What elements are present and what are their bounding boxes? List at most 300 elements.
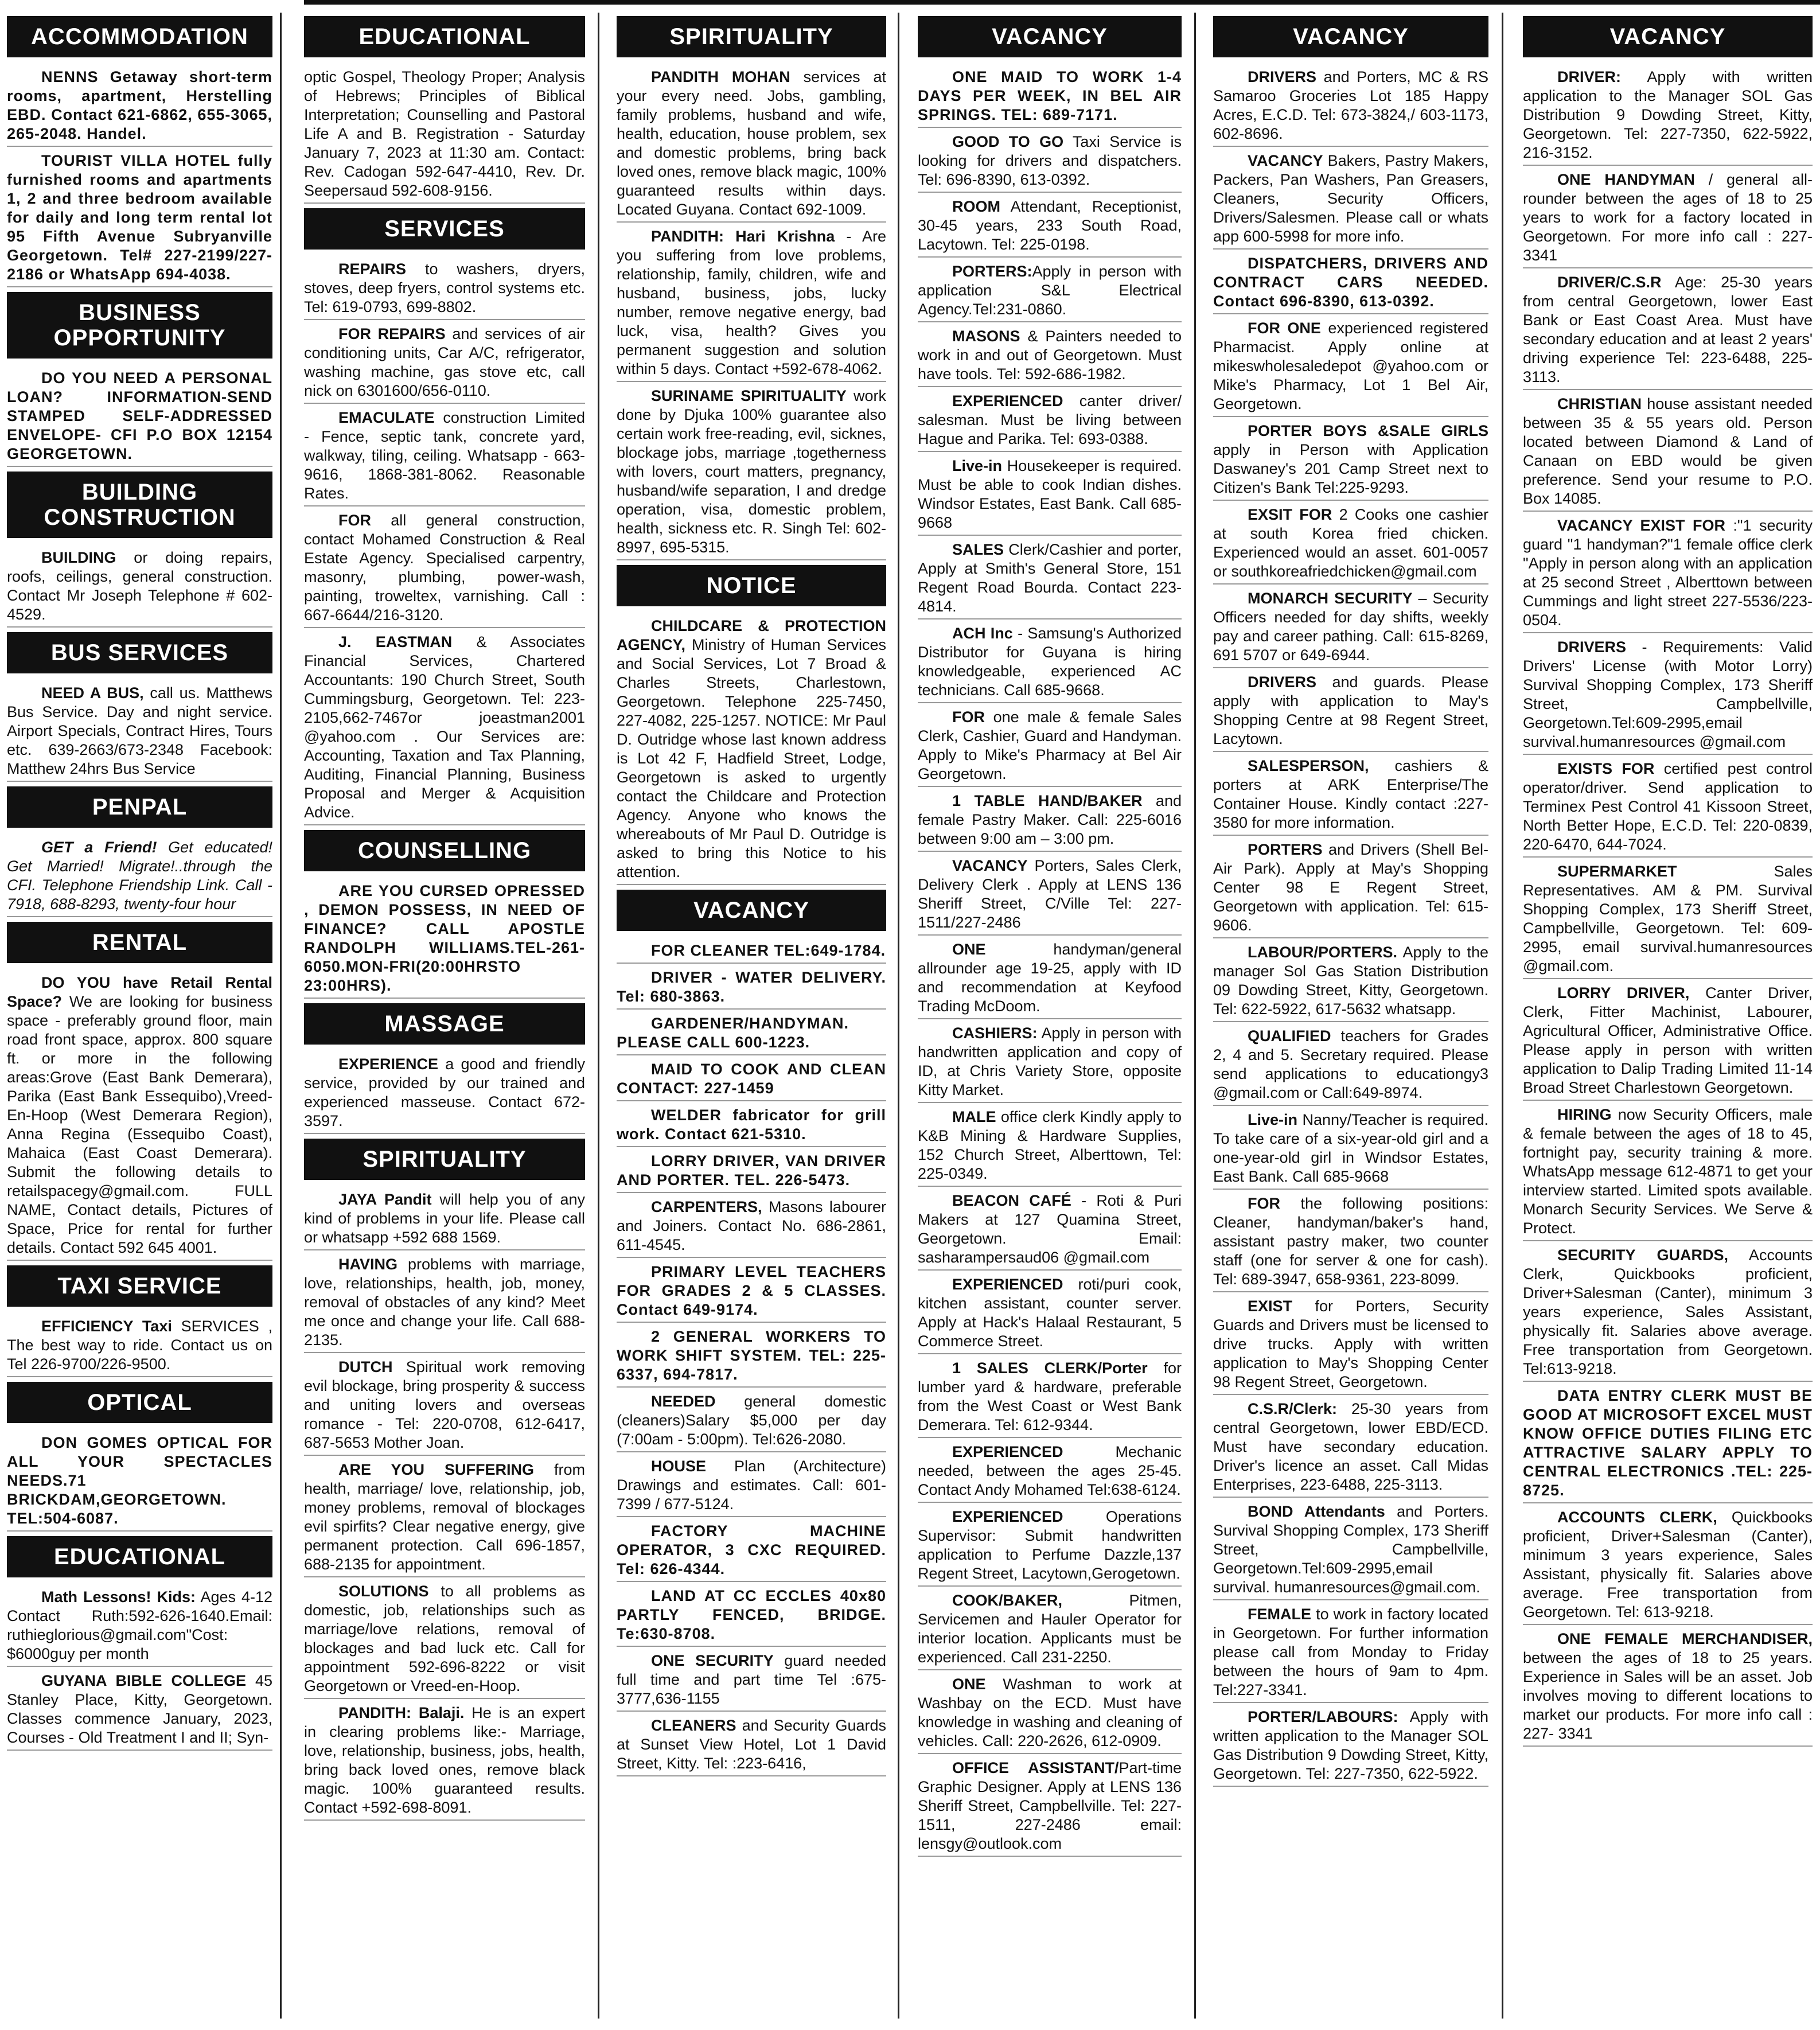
classified-ad bbox=[918, 1675, 1182, 1754]
classified-ad bbox=[1523, 516, 1813, 633]
classified-ad bbox=[1213, 68, 1488, 147]
ad-text: optic Gospel, Theology Proper; Analysis of Hebrews; Principles of Biblical Interpretation; Counselling and Pastoral Life A and B. Registration - Saturday January 7, 2023 at 11:30 am. Contact: Rev. Cadogan 592-647-4410, Rev. Dr. Seepersaud 592-608-9156. bbox=[304, 68, 585, 199]
classified-ad bbox=[1213, 151, 1488, 250]
ad-lead: FOR bbox=[1248, 1195, 1280, 1212]
classified-ad bbox=[918, 392, 1182, 452]
ad-lead: BEACON CAFÉ bbox=[952, 1192, 1071, 1209]
ad-lead: ONE bbox=[952, 1676, 986, 1693]
ad-lead: DRIVERS bbox=[1557, 638, 1627, 656]
classified-ad bbox=[617, 1716, 886, 1776]
ad-text: and Security Guards at Sunset View Hotel, Lot 1 David Street, Kitty. Tel: :223-6416, bbox=[617, 1717, 886, 1772]
ad-text: from health, marriage/ love, relationship, job, money problems, removal of blockages evil spirfits? Clear negative energy, give permanent protection. Call 696-1857, 688-2135 for appointment. bbox=[304, 1461, 585, 1573]
ad-lead: OFFICE ASSISTANT/ bbox=[952, 1759, 1119, 1776]
classified-ad bbox=[1523, 1630, 1813, 1747]
classified-ad bbox=[304, 1255, 585, 1353]
ad-text: roti/puri cook, kitchen assistant, counter server. Apply at Hack's Halaal Restaurant, 5 Commerce Street. bbox=[918, 1276, 1182, 1350]
classified-ad bbox=[304, 511, 585, 628]
ad-text: MAID TO COOK AND CLEAN CONTACT: 227-1459 bbox=[617, 1061, 886, 1097]
classified-ad bbox=[1213, 1400, 1488, 1498]
ad-text: canter driver/ salesman. Must be living between Hague and Parika. Tel: 693-0388. bbox=[918, 392, 1182, 447]
classified-ad bbox=[918, 540, 1182, 619]
ad-lead: ONE HANDYMAN bbox=[1557, 171, 1695, 188]
ad-text: services at your every need. Jobs, gambling, family problems, husband and wife, health, education, house problem, sex and domestic problems, bring back loved ones, remove black magic, 100% guaranteed results within days. Located Guyana. Contact 692-1009. bbox=[617, 68, 886, 218]
ad-lead: BOND Attendants bbox=[1248, 1503, 1385, 1520]
ad-lead: DRIVER: bbox=[1557, 68, 1622, 85]
ad-text: Apply with written application to the Manager SOL Gas Distribution 9 Dowding Street, Kitty, Georgetown. Tel: 227-7350, 622-5922, 216-3152. bbox=[1523, 68, 1813, 161]
classified-ad bbox=[617, 1060, 886, 1101]
ad-lead: COOK/BAKER, bbox=[952, 1592, 1063, 1609]
classified-ad bbox=[304, 408, 585, 506]
ad-text: Part-time Graphic Designer. Apply at LENS 136 Sheriff Street, Campbellville. Tel: 227-1511, 227-2486 email: lensgy@outlook.com bbox=[918, 1759, 1182, 1852]
classified-ad bbox=[1523, 395, 1813, 512]
ad-lead: VACANCY EXIST FOR bbox=[1557, 517, 1725, 534]
ad-text: LORRY DRIVER, VAN DRIVER AND PORTER. TEL. 226-5473. bbox=[617, 1152, 886, 1189]
section-heading: OPTICAL bbox=[7, 1382, 272, 1423]
ad-text: Bakers, Pastry Makers, Packers, Pan Washers, Pan Greasers, Cleaners, Security Officers, Drivers/Salesmen. Please call or whats app 600-5998 for more info. bbox=[1213, 152, 1488, 245]
classified-ad bbox=[304, 1190, 585, 1250]
classified-ad bbox=[918, 133, 1182, 193]
ad-text: or doing repairs, roofs, ceilings, general construction. Contact Mr Joseph Telephone # 602-4529. bbox=[7, 549, 272, 623]
ad-text: GARDENER/HANDYMAN. PLEASE CALL 600-1223. bbox=[617, 1015, 849, 1051]
ad-lead: EXSIT FOR bbox=[1248, 506, 1332, 523]
classified-ad bbox=[1213, 673, 1488, 752]
ad-text: DATA ENTRY CLERK MUST BE GOOD AT MICROSOFT EXCEL MUST KNOW OFFICE DUTIES FILING ETC ATTRACTIVE SALARY APPLY TO CENTRAL ELECTRONICS .TEL: 225-8725. bbox=[1523, 1387, 1813, 1499]
ad-text: and guards. Please apply with application to May's Shopping Centre at 98 Regent Street, Lacytown. bbox=[1213, 673, 1488, 747]
ad-text: Mechanic needed, between the ages 25-45. Contact Andy Mohamed Tel:638-6124. bbox=[918, 1443, 1182, 1498]
ad-lead: GUYANA BIBLE COLLEGE bbox=[41, 1672, 246, 1689]
classified-ad bbox=[918, 1759, 1182, 1857]
ad-lead: LABOUR/PORTERS. bbox=[1248, 944, 1398, 961]
ad-text: Age: 25-30 years from central Georgetown, lower East Bank or East Coast Area. Must have secondary education and at least 2 years' driving experience Tel: 223-6488, 225-3113. bbox=[1523, 274, 1813, 385]
ad-text: & Associates Financial Services, Chartered Accountants: 190 Church Street, South Cummingsburg, Georgetown. Tel: 223-2105,662-7467or joeastman2001 @yahoo.com . Our Services are: Accounting, Taxation and Tax Planning, Auditing, Financial Planning, Business Proposal and Merger & Acquisition Advice. bbox=[304, 633, 585, 821]
ad-lead: PORTER BOYS &SALE GIRLS bbox=[1248, 422, 1488, 439]
classified-ad bbox=[1213, 589, 1488, 668]
column-5 bbox=[1213, 13, 1488, 2019]
ad-text: 45 Stanley Place, Kitty, Georgetown. Classes commence January, 2023, Courses - Old Treatment I and II; Syn- bbox=[7, 1672, 272, 1746]
classified-ad bbox=[617, 1651, 886, 1712]
ad-lead: CARPENTERS, bbox=[651, 1198, 762, 1215]
ad-text: :"1 security guard "1 handyman?"1 female office clerk "Apply in person along with an application at 25 second Street , Alberttown between Cummings and light street 227-5536/223-0504. bbox=[1523, 517, 1813, 629]
ad-lead: DRIVER/C.S.R bbox=[1557, 274, 1662, 291]
classified-ad bbox=[918, 792, 1182, 852]
ad-text: LAND AT CC ECCLES 40x80 PARTLY FENCED, BRIDGE. Te:630-8708. bbox=[617, 1587, 886, 1642]
ad-text: Apply in person with handwritten application and copy of ID, at Chris Variety Store, opposite Kitty Market. bbox=[918, 1024, 1182, 1098]
ad-text: to washers, dryers, stoves, deep fryers, control systems etc. Tel: 619-0793, 699-8802. bbox=[304, 260, 585, 315]
ad-text: between the ages of 18 to 25 years. Experience in Sales will be an asset. Job involves moving to different locations to market our products. For more info call : 227- 3341 bbox=[1523, 1649, 1813, 1742]
section-heading: ACCOMMODATION bbox=[7, 16, 272, 57]
ad-text: Masons labourer and Joiners. Contact No. 686-2861, 611-4545. bbox=[617, 1198, 886, 1253]
ad-lead: C.S.R/Clerk: bbox=[1248, 1400, 1338, 1417]
ad-text: for Porters, Security Guards and Drivers must be licensed to drive trucks. Apply with written application to May's Shopping Center 98 Regent Street, Georgetown. bbox=[1213, 1298, 1488, 1390]
ad-text: Housekeeper is required. Must be able to cook Indian dishes. Windsor Estates, East Bank. Call 685-9668 bbox=[918, 457, 1182, 531]
ad-text: NENNS Getaway short-term rooms, apartment, Herstelling EBD. Contact 621-6862, 655-3065, 265-2048. Handel. bbox=[7, 68, 272, 142]
classified-ad bbox=[617, 617, 886, 885]
ad-text: for lumber yard & hardware, preferable from the West Coast or West Bank Demerara. Tel: 612-9344. bbox=[918, 1359, 1182, 1433]
ad-lead: EMACULATE bbox=[338, 409, 435, 426]
ad-text: now Security Officers, male & female between the ages of 18 to 45, fortnight pay, security training & more. WhatsApp message 612-4871 to get your interview started. Limited spots available. Monarch Security Services. We Serve & Protect. bbox=[1523, 1106, 1813, 1237]
ad-lead: ACCOUNTS CLERK, bbox=[1557, 1509, 1717, 1526]
classified-ad bbox=[7, 548, 272, 628]
ad-text: and female Pastry Maker. Call: 225-6016 between 9:00 am – 3:00 pm. bbox=[918, 792, 1182, 847]
ad-lead: CHRISTIAN bbox=[1557, 395, 1642, 412]
section-heading: VACANCY bbox=[1523, 16, 1813, 57]
section-heading: BUILDING CONSTRUCTION bbox=[7, 472, 272, 538]
column-divider bbox=[898, 13, 899, 2019]
classified-ad bbox=[617, 1152, 886, 1193]
ad-text: He is an expert in clearing problems like:- Marriage, love, relationship, business, jobs, health, bring back loved ones, remove black magic. 100% guaranteed results. Contact +592-698-8091. bbox=[304, 1704, 585, 1816]
ad-text: Washman to work at Washbay on the ECD. Must have knowledge in washing and cleaning of vehicles. Call: 220-2626, 612-0909. bbox=[918, 1676, 1182, 1750]
ad-text: a good and friendly service, provided by our trained and experienced masseuse. Contact 672-3597. bbox=[304, 1055, 585, 1129]
ad-lead: FOR ONE bbox=[1248, 319, 1321, 337]
ad-lead: FOR bbox=[952, 708, 985, 726]
classified-ad bbox=[304, 325, 585, 404]
ad-text: work done by Djuka 100% guarantee also certain work free-reading, evil, sicknes, blockage jobs, marriage ,togetherness with lovers, court matters, pregnancy, husband/wife separation, I and dredge operation, visa, domestic problem, health, sickness etc. R. Singh Tel: 602-8997, 695-5315. bbox=[617, 387, 886, 556]
ad-lead: Live-in bbox=[1248, 1111, 1298, 1128]
ad-lead: CHILDCARE & PROTECTION AGENCY, bbox=[617, 617, 886, 653]
ad-lead: ONE SECURITY bbox=[651, 1652, 774, 1669]
ad-text: - Samsung's Authorized Distributor for Guyana is hiring knowledgeable, experienced AC technicians. Call 685-9668. bbox=[918, 625, 1182, 699]
ad-lead: 1 SALES CLERK/Porter bbox=[952, 1359, 1148, 1377]
ad-lead: DO YOU have Retail Rental Space? bbox=[7, 974, 272, 1010]
ad-lead: PANDITH MOHAN bbox=[651, 68, 790, 85]
ad-lead: FOR REPAIRS bbox=[338, 325, 446, 342]
ad-text: FOR CLEANER TEL:649-1784. bbox=[651, 942, 886, 959]
classified-ad bbox=[918, 1191, 1182, 1271]
classified-ad bbox=[918, 1443, 1182, 1503]
section-heading: BUS SERVICES bbox=[7, 632, 272, 673]
ad-text: all general construction, contact Mohamed Construction & Real Estate Agency. Specialised carpentry, masonry, plumbing, power-wash, painting, troweltex, varnishing. Call : 667-6644/216-3120. bbox=[304, 512, 585, 624]
ad-lead: ONE bbox=[952, 941, 986, 958]
ad-text: guard needed full time and part time Tel :675-3777,636-1155 bbox=[617, 1652, 886, 1707]
classified-ad bbox=[1213, 1111, 1488, 1190]
ad-lead: EXISTS FOR bbox=[1557, 760, 1655, 777]
section-heading: BUSINESS OPPORTUNITY bbox=[7, 292, 272, 359]
section-heading: VACANCY bbox=[617, 890, 886, 931]
ad-lead: GOOD TO GO bbox=[952, 133, 1064, 150]
ad-lead: ARE YOU SUFFERING bbox=[338, 1461, 534, 1478]
ad-lead: PORTERS bbox=[1248, 841, 1323, 858]
classified-ad bbox=[1213, 254, 1488, 314]
ad-text: Clerk/Cashier and porter, Apply at Smith's General Store, 151 Regent Road Bourda. Contact 223-4814. bbox=[918, 541, 1182, 615]
ad-lead: EXPERIENCED bbox=[952, 1508, 1063, 1525]
ad-text: Porters, Sales Clerk, Delivery Clerk . Apply at LENS 136 Sheriff Street, C/Ville Tel: 227-1511/227-2486 bbox=[918, 857, 1182, 931]
classified-ad bbox=[1523, 759, 1813, 858]
section-heading: SERVICES bbox=[304, 208, 585, 250]
ad-text: Quickbooks proficient, Driver+Salesman (Canter), minimum 3 years experience, Sales Assistant, physically fit. Salaries above average. Free transportation from Georgetown. Tel: 613-9218. bbox=[1523, 1509, 1813, 1620]
classified-ad bbox=[7, 369, 272, 467]
classified-ad bbox=[1523, 862, 1813, 979]
ad-lead: ONE FEMALE MERCHANDISER, bbox=[1557, 1630, 1813, 1647]
ad-lead: PORTER/LABOURS: bbox=[1248, 1708, 1398, 1725]
ad-text: handyman/general allrounder age 19-25, apply with ID and recommendation at Keyfood Trading McDoom. bbox=[918, 941, 1182, 1015]
classified-ad bbox=[7, 684, 272, 782]
ad-text: Ministry of Human Services and Social Services, Lot 7 Broad & Charles Streets, Charlestown, Georgetown. Telephone 225-7450, 227-4082, 225-1257. NOTICE: Mr Paul D. Outridge whose last known address is Lot 42 F, Hadfield Street, Lodge, Georgetown is asked to urgently contact the Childcare and Protection Agency. Anyone who knows the whereabouts of Mr Paul D. Outridge is asked to bring this Notice to his attention. bbox=[617, 636, 886, 880]
ad-lead: Math Lessons! Kids: bbox=[41, 1588, 196, 1606]
ad-text: TOURIST VILLA HOTEL fully furnished rooms and apartments 1, 2 and three bedroom available for daily and long term rental lot 95 Fifth Avenue Subryanville Georgetown. Tel# 227-2199/227-2186 or WhatsApp 694-4038. bbox=[7, 152, 272, 283]
classified-ad bbox=[1213, 505, 1488, 585]
classified-ad bbox=[617, 1327, 886, 1388]
ad-lead: 1 TABLE HAND/BAKER bbox=[952, 792, 1143, 809]
ad-lead: LORRY DRIVER, bbox=[1557, 984, 1690, 1002]
classified-ad bbox=[1213, 1605, 1488, 1703]
classified-ad bbox=[918, 327, 1182, 387]
ad-text: SERVICES , The best way to ride. Contact us on Tel 226-9700/226-9500. bbox=[7, 1318, 272, 1373]
classified-ad bbox=[304, 260, 585, 320]
classified-ad bbox=[7, 1317, 272, 1377]
ad-text: cashiers & porters at ARK Enterprise/The Container House. Kindly contact :227-3580 for more information. bbox=[1213, 757, 1488, 831]
ad-lead: EXPERIENCED bbox=[952, 392, 1063, 410]
ad-lead: JAYA Pandit bbox=[338, 1191, 432, 1208]
section-heading: VACANCY bbox=[1213, 16, 1488, 57]
classified-ad bbox=[617, 1522, 886, 1582]
classified-ad bbox=[1213, 1708, 1488, 1787]
classified-ad bbox=[1213, 319, 1488, 417]
classified-ad bbox=[918, 1507, 1182, 1587]
ad-text: Accounts Clerk, Quickbooks proficient, Driver+Salesman (Canter), minimum 3 years experience, Sales Assistant, physically fit. Salaries above average. Free transportation from Georgetown. Tel:613-9218. bbox=[1523, 1246, 1813, 1377]
classified-ad bbox=[1523, 1105, 1813, 1241]
section-heading: EDUCATIONAL bbox=[304, 16, 585, 57]
classified-ad bbox=[617, 1587, 886, 1647]
ad-lead: MASONS bbox=[952, 328, 1020, 345]
ad-lead: CASHIERS: bbox=[952, 1024, 1038, 1042]
ad-text: will help you of any kind of problems in your life. Please call or whatsapp +592 688 1569. bbox=[304, 1191, 585, 1246]
classified-ad bbox=[918, 68, 1182, 128]
ad-lead: EXPERIENCED bbox=[952, 1443, 1063, 1460]
ad-text: teachers for Grades 2, 4 and 5. Secretary required. Please send applications to educationgy3 @gmail.com or Call:649-8974. bbox=[1213, 1027, 1488, 1101]
classified-ad bbox=[304, 1055, 585, 1134]
ad-lead: HAVING bbox=[338, 1256, 398, 1273]
section-heading: SPIRITUALITY bbox=[304, 1139, 585, 1180]
column-6 bbox=[1523, 13, 1813, 2019]
ad-text: Ages 4-12 Contact Ruth:592-626-1640.Email: ruthieglorious@gmail.com"Cost: $6000guy per month bbox=[7, 1588, 272, 1662]
ad-lead: MALE bbox=[952, 1108, 996, 1125]
ad-text: FACTORY MACHINE OPERATOR, 3 CXC REQUIRED. Tel: 626-4344. bbox=[617, 1522, 886, 1577]
ad-text: DRIVER - WATER DELIVERY. Tel: 680-3863. bbox=[617, 969, 886, 1005]
column-2 bbox=[304, 13, 585, 2019]
section-heading: COUNSELLING bbox=[304, 830, 585, 871]
classified-ad bbox=[7, 151, 272, 287]
classified-ad bbox=[1213, 1502, 1488, 1600]
ad-text: Sales Representatives. AM & PM. Survival Shopping Complex, 173 Sheriff Street, Campbellville, Georgetown. Tel: 609-2995, email survival.humanresources @gmail.com. bbox=[1523, 863, 1813, 975]
section-heading: VACANCY bbox=[918, 16, 1182, 57]
classified-ad bbox=[617, 968, 886, 1010]
ad-lead: MONARCH SECURITY bbox=[1248, 590, 1413, 607]
ad-text: Plan (Architecture) Drawings and estimates. Call: 601-7399 / 677-5124. bbox=[617, 1458, 886, 1513]
ad-text: construction Limited - Fence, septic tank, concrete yard, walkway, tiling, ceiling. Whatsapp - 663-9616, 1868-381-8062. Reasonable Rates. bbox=[304, 409, 585, 502]
column-1 bbox=[7, 13, 272, 2019]
section-heading: NOTICE bbox=[617, 565, 886, 606]
classified-ad bbox=[1523, 68, 1813, 166]
classified-ad bbox=[617, 1457, 886, 1517]
ad-text: Apply with written application to the Manager SOL Gas Distribution 9 Dowding Street, Kitty, Georgetown. Tel: 227-7350, 622-5922. bbox=[1213, 1708, 1488, 1782]
ad-lead: HOUSE bbox=[651, 1458, 707, 1475]
column-divider bbox=[1194, 13, 1196, 2019]
ad-lead: HIRING bbox=[1557, 1106, 1612, 1123]
ad-text: Get educated! Get Married! Migrate!..through the CFI. Telephone Friendship Link. Call - 7918, 688-8293, twenty-four hour bbox=[7, 839, 272, 913]
classified-ad bbox=[918, 457, 1182, 536]
ad-text: Taxi Service is looking for drivers and dispatchers. Tel: 696-8390, 613-0392. bbox=[918, 133, 1182, 188]
ad-lead: DRIVERS bbox=[1248, 68, 1317, 85]
ad-lead: SURINAME SPIRITUALITY bbox=[651, 387, 847, 404]
classified-ad bbox=[617, 1106, 886, 1147]
ad-text: certified pest control operator/driver. Send application to Terminex Pest Control 41 Kissoon Street, North Better Hope, E.C.D. Tel: 220-0839, 220-6470, 644-7024. bbox=[1523, 760, 1813, 853]
classified-ad bbox=[617, 68, 886, 223]
ad-lead: PANDITH: Hari Krishna bbox=[651, 228, 835, 245]
ad-lead: BUILDING bbox=[41, 549, 116, 566]
section-heading: MASSAGE bbox=[304, 1003, 585, 1045]
ad-text: - Are you suffering from love problems, relationship, family, children, wife and husband, business, jobs, lucky number, remove negative energy, bad luck, visa, health? Gives you permanent suggestion and solution within 5 days. Contact +592-678-4062. bbox=[617, 228, 886, 377]
ad-text: to all problems as domestic, job, relationships such as marriage/love relations, removal of blockages and bad luck etc. Call for appointment 592-696-8222 or visit Georgetown or Vreed-en-Hoop. bbox=[304, 1583, 585, 1694]
ad-text: DO YOU NEED A PERSONAL LOAN? INFORMATION-SEND STAMPED SELF-ADDRESSED ENVELOPE- CFI P.O BOX 12154 GEORGETOWN. bbox=[7, 369, 272, 462]
ad-lead: VACANCY bbox=[952, 857, 1028, 874]
ad-lead: QUALIFIED bbox=[1248, 1027, 1331, 1045]
ad-text: and Drivers (Shell Bel-Air Park). Apply at May's Shopping Center 98 E Regent Street, Georgetown with application. Tel: 615-9606. bbox=[1213, 841, 1488, 934]
ad-text: ONE MAID TO WORK 1-4 DAYS PER WEEK, IN BEL AIR SPRINGS. TEL: 689-7171. bbox=[918, 68, 1182, 123]
classified-ad bbox=[304, 68, 585, 204]
column-4 bbox=[918, 13, 1182, 2019]
classified-ad bbox=[918, 1108, 1182, 1187]
ad-lead: ROOM bbox=[952, 198, 1000, 215]
ad-text: Nanny/Teacher is required. To take care of a six-year-old girl and a one-year-old girl in Windsor Estates, East Bank. Call 685-9668 bbox=[1213, 1111, 1488, 1185]
ad-text: Attendant, Receptionist, 30-45 years, 233 South Road, Lacytown. Tel: 225-0198. bbox=[918, 198, 1182, 253]
ad-text: one male & female Sales Clerk, Cashier, Guard and Handyman. Apply to Mike's Pharmacy at Bel Air Georgetown. bbox=[918, 708, 1182, 782]
classified-ad bbox=[7, 973, 272, 1261]
ad-text: – Security Officers needed for day shifts, weekly pay and career pathing. Call: 615-8269, 691 5707 or 649-6944. bbox=[1213, 590, 1488, 664]
ad-text: Pitmen, Servicemen and Hauler Operator for interior location. Applicants must be experienced. Call 231-2250. bbox=[918, 1592, 1182, 1666]
ad-text: - Roti & Puri Makers at 127 Quamina Street, Georgetown. Email: sasharampersaud06 @gmail.com bbox=[918, 1192, 1182, 1266]
ad-text: to work in factory located in Georgetown. For further information please call from Monday to Friday between the hours of 9am to 4pm. Tel:227-3341. bbox=[1213, 1606, 1488, 1698]
classified-ad bbox=[304, 633, 585, 825]
ad-lead: FEMALE bbox=[1248, 1606, 1311, 1623]
ad-lead: DUTCH bbox=[338, 1358, 393, 1376]
ad-text: DISPATCHERS, DRIVERS AND CONTRACT CARS NEEDED. Contact 696-8390, 613-0392. bbox=[1213, 255, 1488, 310]
ad-text: Apply in person with application S&L Electrical Agency.Tel:231-0860. bbox=[918, 263, 1182, 318]
section-heading: EDUCATIONAL bbox=[7, 1536, 272, 1577]
ad-lead: SOLUTIONS bbox=[338, 1583, 429, 1600]
ad-text: Operations Supervisor: Submit handwritten application to Perfume Dazzle,137 Regent Street, Lacytown,Gerogetown. bbox=[918, 1508, 1182, 1582]
ad-text: 25-30 years from central Georgetown, lower EBD/ECD. Must have secondary education. Driver's licence an asset. Call Midas Enterprises, 223-6488, 225-3113. bbox=[1213, 1400, 1488, 1493]
column-3 bbox=[617, 13, 886, 2019]
ad-lead: EXPERIENCED bbox=[952, 1276, 1063, 1293]
ad-lead: NEED A BUS, bbox=[41, 684, 144, 702]
classified-ad bbox=[7, 68, 272, 147]
ad-text: house assistant needed between 35 & 55 years old. Person located between Diamond & Land of Canaan on EBD would be given preference. Send your resume to P.O. Box 14085. bbox=[1523, 395, 1813, 507]
ad-text: apply in Person with Application Daswaney's 201 Camp Street next to Citizen's Bank Tel:225-9293. bbox=[1213, 441, 1488, 496]
ad-lead: DRIVERS bbox=[1248, 673, 1317, 691]
ad-text: call us. Matthews Bus Service. Day and night service. Airport Specials, Contract Hires, Tours etc. 639-2663/673-2348 Facebook: Matthew 24hrs Bus Service bbox=[7, 684, 272, 777]
classified-ad bbox=[1213, 1027, 1488, 1106]
ad-text: Apply to the manager Sol Gas Station Distribution 09 Dowding Street, Kitty, Georgetown. Tel: 622-5922, 617-5632 whatsapp. bbox=[1213, 944, 1488, 1018]
ad-lead: SUPERMARKET bbox=[1557, 863, 1677, 880]
ad-lead: EXPERIENCE bbox=[338, 1055, 439, 1073]
section-heading: SPIRITUALITY bbox=[617, 16, 886, 57]
ad-lead: NEEDED bbox=[651, 1393, 716, 1410]
ad-text: Canter Driver, Clerk, Fitter Machinist, Labourer, Agricultural Officer, Administrative Office. Please apply in person with written application to Dalip Trading Limited 11-14 Broad Street Charlestown Georgetown. bbox=[1523, 984, 1813, 1096]
classified-ad bbox=[304, 1460, 585, 1577]
classified-ad bbox=[1523, 984, 1813, 1101]
classified-ad bbox=[918, 197, 1182, 258]
classified-ad bbox=[617, 941, 886, 964]
ad-text: and Porters. Survival Shopping Complex, 173 Sheriff Street, Campbellville, Georgetown.Tel:609-2995,email survival. humanresources@gmail.com. bbox=[1213, 1503, 1488, 1596]
ad-text: - Requirements: Valid Drivers' License (with Motor Lorry) Survival Shopping Complex, 173 Sheriff Street, Campbellville, Georgetown.Tel:609-2995,email survival.humanresources @gmail.com bbox=[1523, 638, 1813, 750]
ad-text: Spiritual work removing evil blockage, bring prosperity & success and uniting lovers and overseas romance - Tel: 220-0708, 612-6417, 687-5653 Mother Joan. bbox=[304, 1358, 585, 1451]
classified-ad bbox=[918, 1359, 1182, 1438]
ad-lead: Live-in bbox=[952, 457, 1003, 474]
ad-text: DON GOMES OPTICAL FOR ALL YOUR SPECTACLES NEEDS.71 BRICKDAM,GEORGETOWN. TEL:504-6087. bbox=[7, 1434, 272, 1527]
classified-ad bbox=[1523, 1386, 1813, 1503]
classified-ad bbox=[1523, 170, 1813, 268]
classified-ad bbox=[617, 227, 886, 382]
classified-ad bbox=[1213, 422, 1488, 501]
classified-ad bbox=[918, 708, 1182, 787]
ad-text: experienced registered Pharmacist. Apply online at mikeswholesaledepot @yahoo.com or Mike's Pharmacy, Lot 1 Bel Air, Georgetown. bbox=[1213, 319, 1488, 412]
ad-lead: VACANCY bbox=[1248, 152, 1323, 169]
ad-text: and services of air conditioning units, Car A/C, refrigerator, washing machine, gas stove etc, call nick on 6301600/656-0110. bbox=[304, 325, 585, 399]
classified-ad bbox=[1213, 840, 1488, 938]
ad-lead: SALES bbox=[952, 541, 1004, 558]
ad-text: / general all-rounder between the ages of 18 to 25 years to work for a factory located in Georgetown. For more info call : 227- 3341 bbox=[1523, 171, 1813, 264]
classified-ad bbox=[617, 1392, 886, 1452]
column-divider bbox=[598, 13, 599, 2019]
ad-lead: EXIST bbox=[1248, 1298, 1293, 1315]
classified-ad bbox=[918, 624, 1182, 703]
classified-ad bbox=[918, 940, 1182, 1019]
ad-lead: SECURITY GUARDS, bbox=[1557, 1246, 1728, 1264]
classified-ad bbox=[7, 838, 272, 917]
section-heading: RENTAL bbox=[7, 922, 272, 963]
ad-lead: REPAIRS bbox=[338, 260, 407, 278]
section-heading: PENPAL bbox=[7, 786, 272, 828]
classified-ad bbox=[1523, 638, 1813, 755]
classified-ad bbox=[918, 1024, 1182, 1103]
classified-ad bbox=[304, 1582, 585, 1699]
ad-text: general domestic (cleaners)Salary $5,000 per day (7:00am - 5:00pm). Tel:626-2080. bbox=[617, 1393, 886, 1448]
ad-text: 2 GENERAL WORKERS TO WORK SHIFT SYSTEM. TEL: 225-6337, 694-7817. bbox=[617, 1328, 886, 1383]
ad-text: PRIMARY LEVEL TEACHERS FOR GRADES 2 & 5 CLASSES. Contact 649-9174. bbox=[617, 1263, 886, 1318]
classified-ad bbox=[1523, 1246, 1813, 1382]
ad-text: the following positions: Cleaner, handyman/baker's hand, assistant pastry maker, two counter staff (one for server & one for cash). Tel: 689-3947, 658-9361, 223-8099. bbox=[1213, 1195, 1488, 1288]
ad-lead: SALESPERSON, bbox=[1248, 757, 1369, 774]
section-heading: TAXI SERVICE bbox=[7, 1265, 272, 1307]
classified-ad bbox=[304, 1358, 585, 1456]
classified-ad bbox=[918, 1275, 1182, 1354]
classified-ad bbox=[304, 1704, 585, 1821]
top-rule bbox=[304, 0, 1820, 5]
ad-lead: GET a Friend! bbox=[41, 839, 157, 856]
classified-ad bbox=[918, 856, 1182, 936]
classified-ad bbox=[1213, 943, 1488, 1022]
column-divider bbox=[1502, 13, 1503, 2019]
classified-ad bbox=[1523, 273, 1813, 390]
classified-ad bbox=[1213, 757, 1488, 836]
ad-lead: PANDITH: Balaji. bbox=[338, 1704, 465, 1721]
classified-ad bbox=[7, 1433, 272, 1532]
ad-lead: FOR bbox=[338, 512, 371, 529]
classified-ad bbox=[617, 387, 886, 560]
ad-text: WELDER fabricator for grill work. Contact 621-5310. bbox=[617, 1106, 886, 1143]
ad-lead: J. EASTMAN bbox=[338, 633, 453, 650]
ad-text: and Porters, MC & RS Samaroo Groceries Lot 185 Happy Acres, E.C.D. Tel: 673-3824,/ 603-1173, 602-8696. bbox=[1213, 68, 1488, 142]
ad-text: 2 Cooks one cashier at south Korea fried chicken. Experienced would an asset. 601-0057 or southkoreafriedchicken@gmail.com bbox=[1213, 506, 1488, 580]
classified-ad bbox=[304, 882, 585, 999]
ad-text: & Painters needed to work in and out of Georgetown. Must have tools. Tel: 592-686-1982. bbox=[918, 328, 1182, 383]
classified-ad bbox=[617, 1198, 886, 1258]
ad-text: We are looking for business space - preferably ground floor, main road front space, approx. 800 square ft. or more in the following areas:Grove (East Bank Demerara), Parika (East Bank Essequibo),Vreed-En-Hoop (West Demerara Region), Anna Regina (Essequibo Coast), Mahaica (East Coast Demerara). Submit the following details to retailspacegy@gmail.com. FULL NAME, Contact details, Pictures of Space, Price for rental for further details. Contact 592 645 4001. bbox=[7, 993, 272, 1256]
classified-ad bbox=[617, 1014, 886, 1055]
ad-text: ARE YOU CURSED OPRESSED , DEMON POSSESS, IN NEED OF FINANCE? CALL APOSTLE RANDOLPH WILLIAMS.TEL-261-6050.MON-FRI(20:00HRSTO 23:00HRS). bbox=[304, 882, 585, 994]
classified-ad bbox=[1523, 1508, 1813, 1625]
ad-text: problems with marriage, love, relationships, health, job, money, removal of obstacles of any kind? Meet me once and change your life. Call 688-2135. bbox=[304, 1256, 585, 1349]
